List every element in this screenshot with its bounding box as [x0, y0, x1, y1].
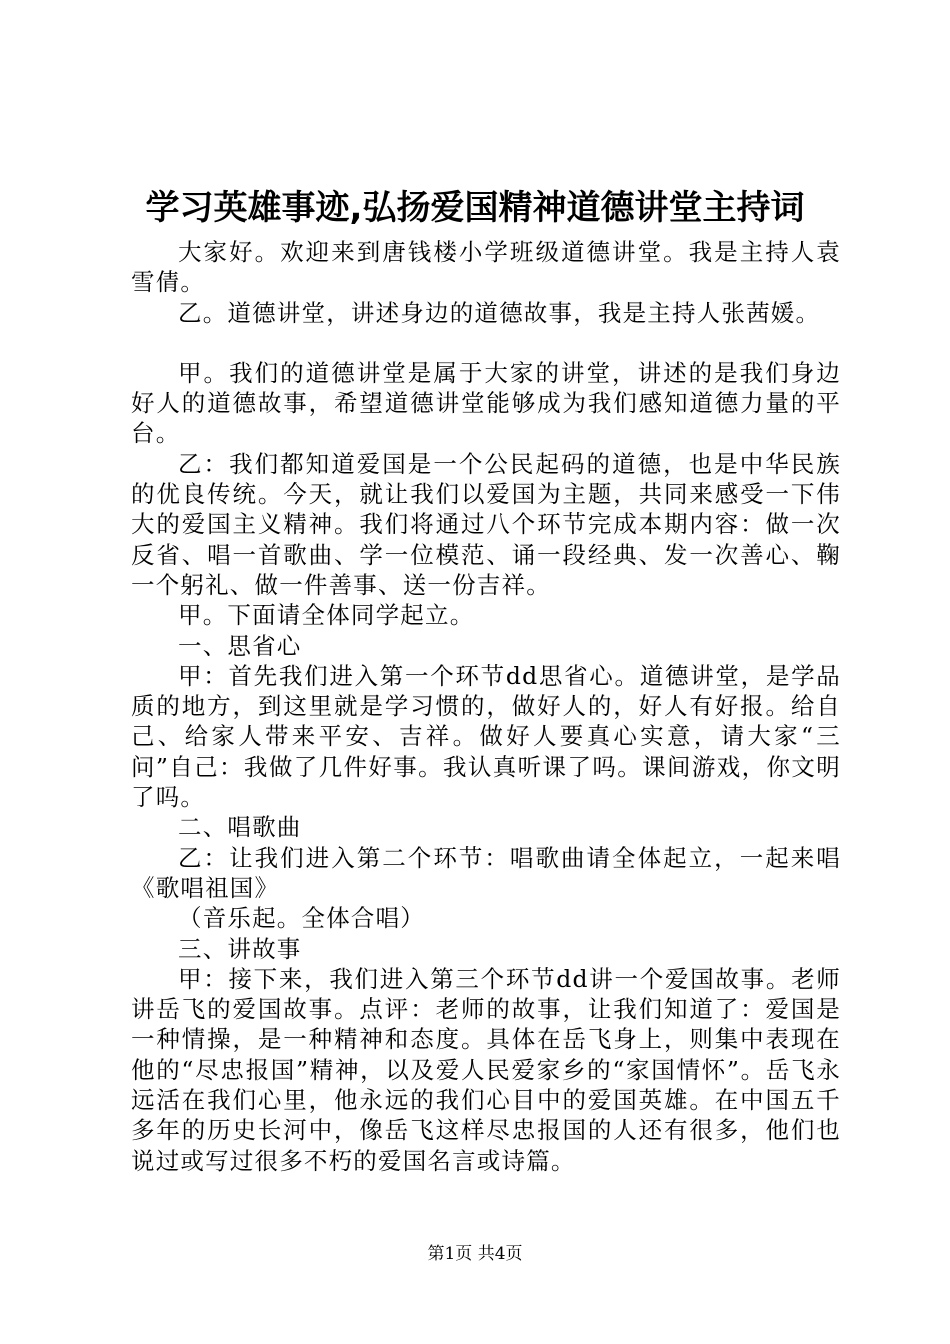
- paragraph-jia-intro: 甲。我们的道德讲堂是属于大家的讲堂，讲述的是我们身边好人的道德故事，希望道德讲堂能够成为我们感知道德力量的平台。: [131, 358, 841, 448]
- document-title: 学习英雄事迹,弘扬爱国精神道德讲堂主持词: [145, 188, 805, 228]
- paragraph-yi-intro: 乙。道德讲堂，讲述身边的道德故事，我是主持人张茜媛。: [178, 298, 821, 327]
- page-footer: 第1页 共4页: [427, 1244, 523, 1264]
- paragraph-greeting: 大家好。欢迎来到唐钱楼小学班级道德讲堂。我是主持人袁雪倩。: [131, 238, 841, 297]
- paragraph-section-2: 乙：让我们进入第二个环节：唱歌曲请全体起立，一起来唱《歌唱祖国》: [131, 843, 841, 902]
- paragraph-stage-note: （音乐起。全体合唱）: [178, 904, 425, 933]
- paragraph-stand-up: 甲。下面请全体同学起立。: [178, 601, 475, 630]
- section-heading-1: 一、思省心: [178, 631, 302, 660]
- paragraph-section-3: 甲：接下来，我们进入第三个环节dd讲一个爱国故事。老师讲岳飞的爱国故事。点评：老师的故事，让我们知道了：爱国是一种情操，是一种精神和态度。具体在岳飞身上，则集中表现在他的“尽忠报国”精神，以及爱人民爱家乡的“家国情怀”。岳飞永远活在我们心里，他永远的我们心目中的爱国英雄。在中国五千多年的历史长河中，像岳飞这样尽忠报国的人还有很多，他们也说过或写过很多不朽的爱国名言或诗篇。: [131, 964, 841, 1175]
- section-heading-3: 三、讲故事: [178, 934, 302, 963]
- section-heading-2: 二、唱歌曲: [178, 813, 302, 842]
- document-body: [131, 237, 841, 1176]
- paragraph-yi-theme: 乙：我们都知道爱国是一个公民起码的道德，也是中华民族的优良传统。今天，就让我们以爱国为主题，共同来感受一下伟大的爱国主义精神。我们将通过八个环节完成本期内容：做一次反省、唱一首歌曲、学一位模范、诵一段经典、发一次善心、鞠一个躬礼、做一件善事、送一份吉祥。: [131, 449, 841, 599]
- paragraph-section-1: 甲：首先我们进入第一个环节dd思省心。道德讲堂，是学品质的地方，到这里就是学习惯的，做好人的，好人有好报。给自己、给家人带来平安、吉祥。做好人要真心实意，请大家“三问”自己：我做了几件好事。我认真听课了吗。课间游戏，你文明了吗。: [131, 661, 841, 812]
